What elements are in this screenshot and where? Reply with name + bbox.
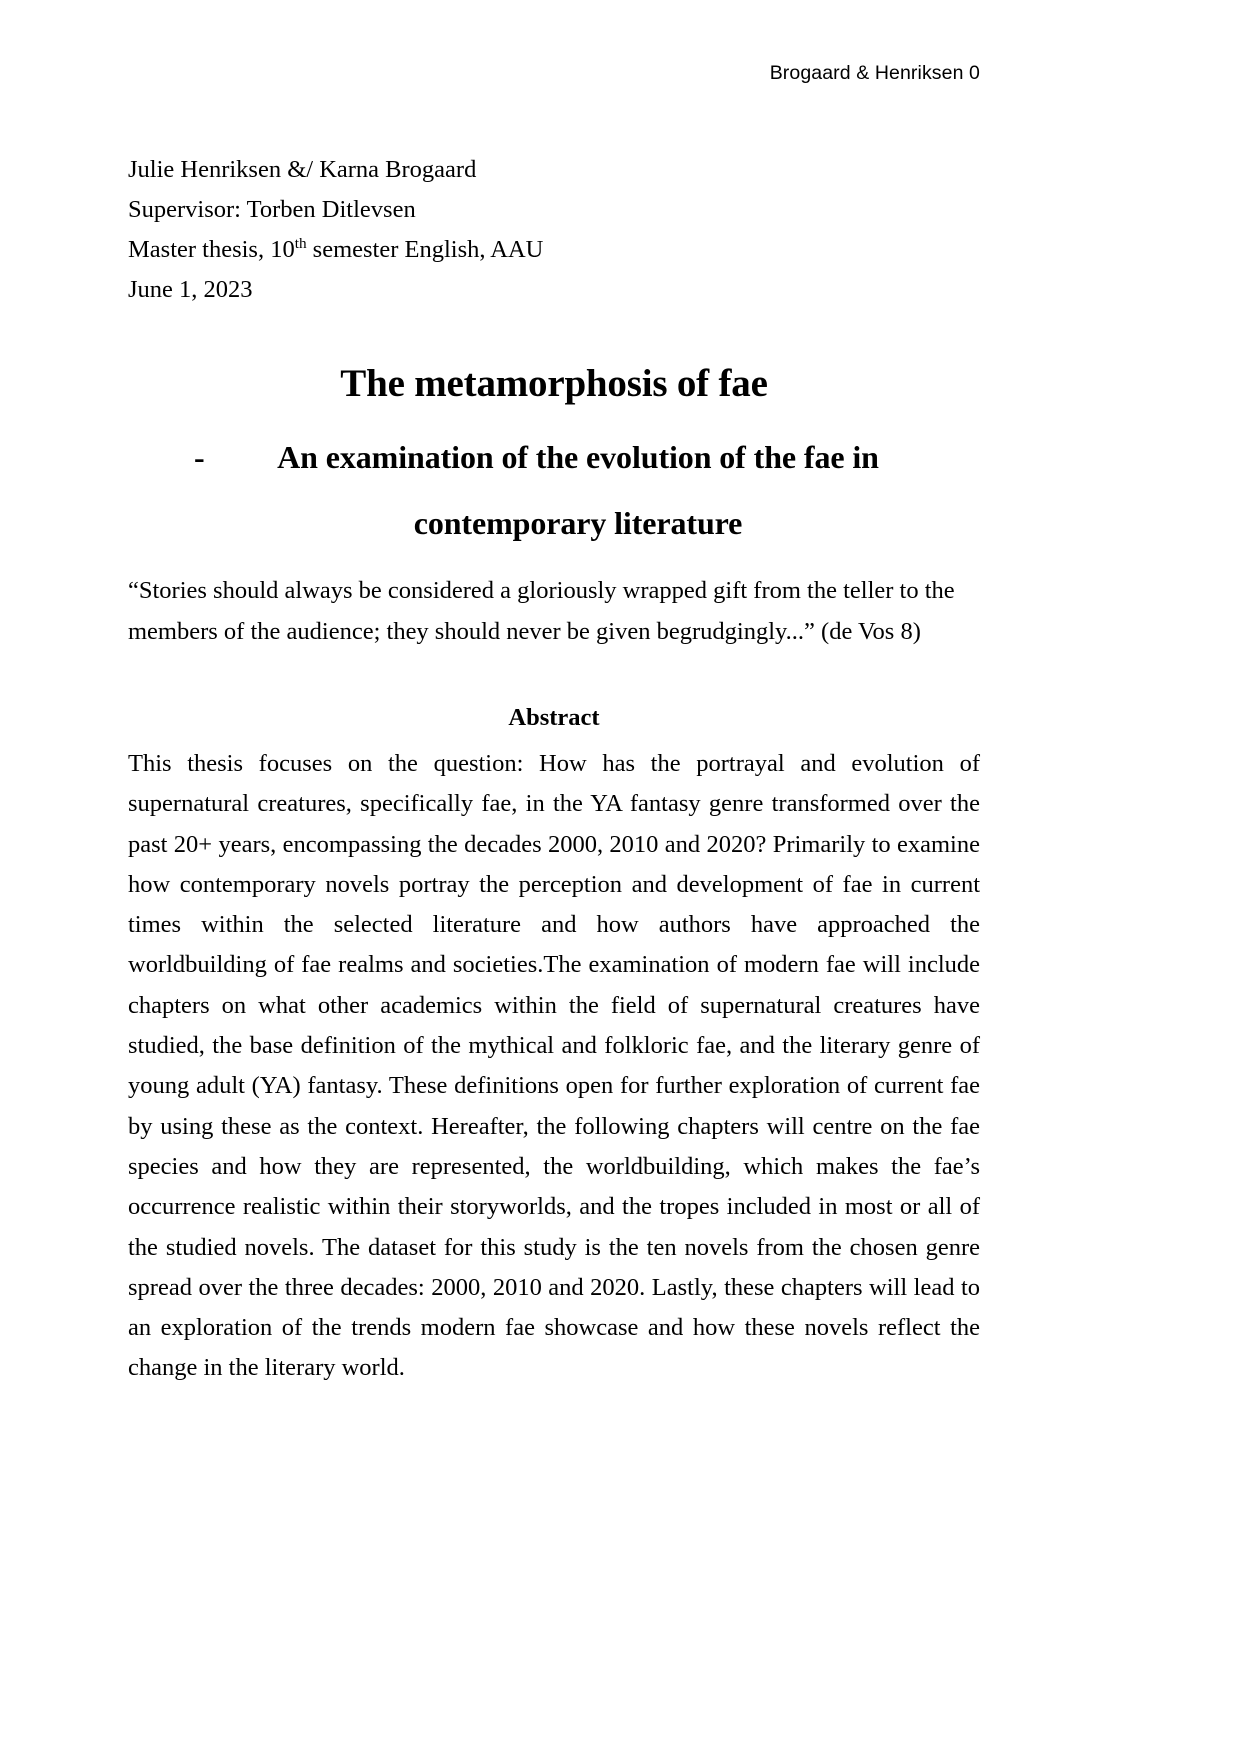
abstract-body: This thesis focuses on the question: How has the portrayal and evolution of supernatural creatures, specifically fae, in the YA fantasy genre transformed over the past 20+ years, encompassing the decades 2000, 2010 and 2020? Primarily to examine how contemporary novels portray the perception and development of fae in current times within the selected literature and how authors have approached the worldbuilding of fae realms and societies.The examination of modern fae will include chapters on what other academics within the field of supernatural creatures have studied, the base definition of the mythical and folkloric fae, and the literary genre of young adult (YA) fantasy. These definitions open for further exploration of current fae by using these as the context. Hereafter, the following chapters will centre on the fae species and how they are represented, the worldbuilding, which makes the fae’s occurrence realistic within their storyworlds, and the tropes included in most or all of the studied novels. The dataset for this study is the ten novels from the chosen genre spread over the three decades: 2000, 2010 and 2020. Lastly, these chapters will lead to an exploration of the trends modern fae showcase and how these novels reflect the change in the literary world. — [128, 750, 980, 1382]
date-line: June 1, 2023 — [128, 276, 253, 303]
program-suffix: semester English, AAU — [306, 236, 544, 263]
subtitle-text-1: An examination of the evolution of the fae in — [277, 439, 879, 475]
running-header: Brogaard & Henriksen 0 — [769, 62, 980, 84]
subtitle-line-1 — [188, 424, 968, 490]
epigraph-quote: “Stories should always be considered a gloriously wrapped gift from the teller to the members of the audience; they should never be given begrudgingly...” (de Vos 8) — [128, 577, 955, 645]
page-title: The metamorphosis of fae — [340, 362, 768, 405]
subtitle-bullet: - — [194, 439, 205, 475]
program-line — [128, 230, 980, 270]
title-block — [128, 354, 980, 556]
authors-line: Julie Henriksen &/ Karna Brogaard — [128, 156, 477, 183]
subtitle-block — [128, 424, 980, 556]
program-prefix: Master thesis, 10 — [128, 236, 295, 263]
title-page-metadata — [128, 150, 980, 310]
abstract-heading: Abstract — [508, 704, 600, 731]
subtitle-line-2: contemporary literature — [413, 505, 743, 541]
supervisor-line: Supervisor: Torben Ditlevsen — [128, 196, 416, 223]
program-ordinal-suffix: th — [294, 234, 307, 252]
document-content — [128, 150, 980, 1389]
